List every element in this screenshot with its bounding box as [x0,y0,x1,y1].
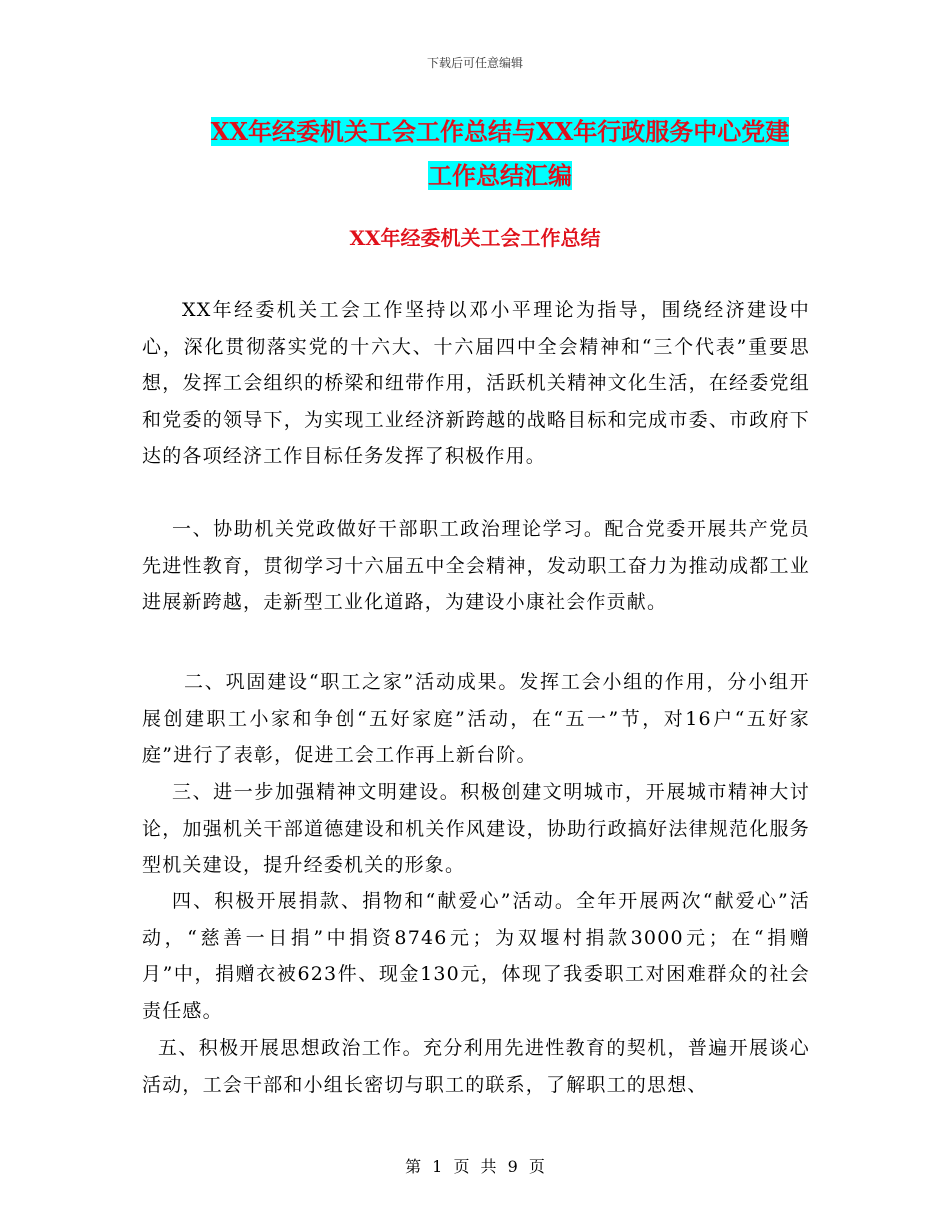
section-title: XX年经委机关工会工作总结 [349,226,601,250]
paragraph-item-3: 三、进一步加强精神文明建设。积极创建文明城市，开展城市精神大讨论，加强机关干部道德建设和机关作风建设，协助行政搞好法律规范化服务型机关建设，提升经委机关的形象。 [142,781,810,876]
main-title [140,110,860,198]
main-title-line-2: 工作总结汇编 [428,161,572,190]
paragraph-item-5: 五、积极开展思想政治工作。充分利用先进性教育的契机，普遍开展谈心活动，工会干部和小组长密切与职工的联系，了解职工的思想、 [142,1037,810,1096]
paragraph-item-2: 二、巩固建设“职工之家”活动成果。发挥工会小组的作用，分小组开展创建职工小家和争创“五好家庭”活动，在“五一”节，对16户“五好家庭”进行了表彰，促进工会工作再上新台阶。 [142,671,810,766]
header-note: 下载后可任意编辑 [426,56,523,70]
page-footer: 第 1 页 共 9 页 [405,1157,545,1176]
paragraph-item-1: 一、协助机关党政做好干部职工政治理论学习。配合党委开展共产党员先进性教育，贯彻学习十六届五中全会精神，发动职工奋力为推动成都工业进展新跨越，走新型工业化道路，为建设小康社会作贡献。 [142,518,810,613]
main-title-line-1: XX年经委机关工会工作总结与XX年行政服务中心党建 [210,117,790,146]
paragraph-item-4: 四、积极开展捐款、捐物和“献爱心”活动。全年开展两次“献爱心”活动，“慈善一日捐”中捐资8746元；为双堰村捐款3000元；在“捐赠月”中，捐赠衣被623件、现金130元，体现了我委职工对困难群众的社会责任感。 [142,890,810,1022]
paragraph-intro: XX年经委机关工会工作坚持以邓小平理论为指导，围绕经济建设中心，深化贯彻落实党的十六大、十六届四中全会精神和“三个代表”重要思想，发挥工会组织的桥梁和纽带作用，活跃机关精神文化生活，在经委党组和党委的领导下，为实现工业经济新跨越的战略目标和完成市委、市政府下达的各项经济工作目标任务发挥了积极作用。 [142,299,810,467]
